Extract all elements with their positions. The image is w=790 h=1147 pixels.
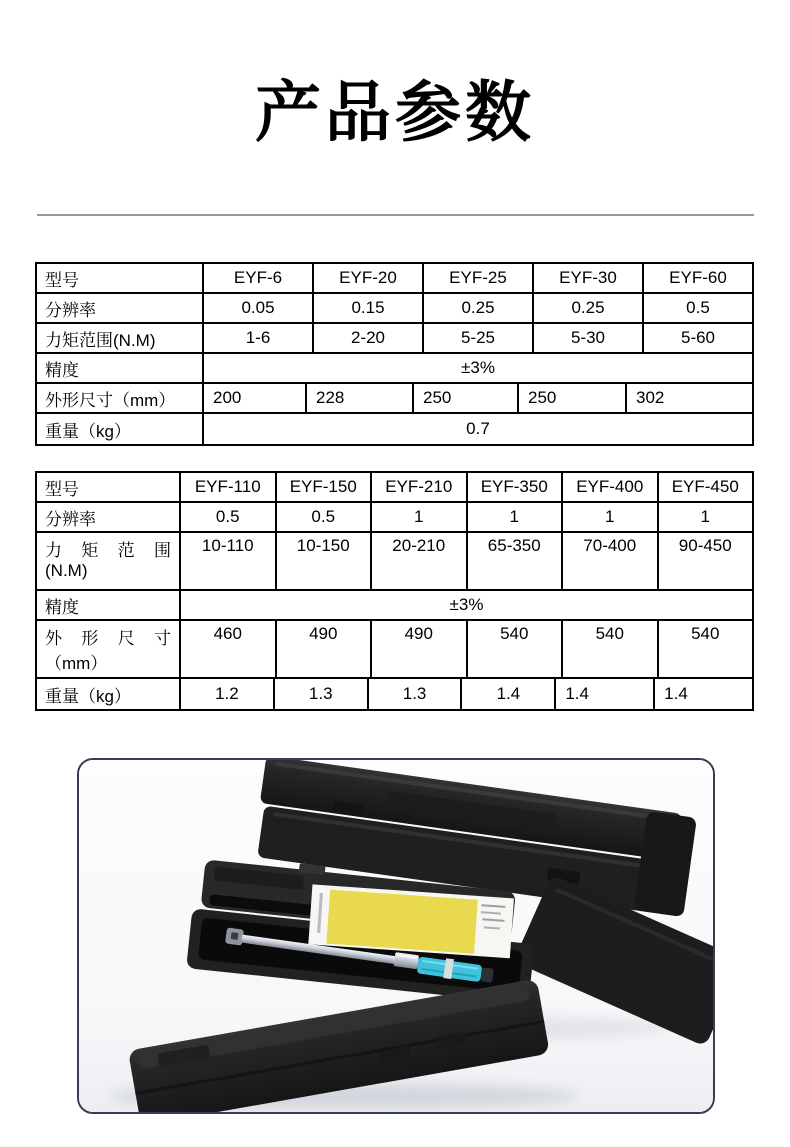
dimensions-cell: 250 [412, 384, 517, 412]
model-cell: EYF-20 [312, 264, 422, 292]
torque-range-cell: 5-30 [532, 324, 642, 352]
weight-cell: 1.3 [367, 679, 461, 709]
torque-range-label [37, 533, 179, 589]
model-cell: EYF-25 [422, 264, 532, 292]
model-label: 型号 [45, 270, 79, 290]
dimensions-cell: 540 [561, 621, 657, 677]
model-cell: EYF-450 [657, 473, 753, 501]
torque-range-cell: 5-60 [642, 324, 752, 352]
weight-cell: 1.4 [460, 679, 554, 709]
page-title: 产品参数 [255, 75, 535, 149]
resolution-label: 分辨率 [45, 509, 96, 529]
torque-range-cell: 65-350 [466, 533, 562, 589]
accuracy-label: 精度 [45, 597, 79, 617]
dimensions-cell: 228 [305, 384, 412, 412]
torque-range-cell: 10-150 [275, 533, 371, 589]
accuracy-merged-cell: ±3% [179, 591, 752, 619]
row-dimensions [37, 382, 752, 412]
resolution-cell: 0.5 [642, 294, 752, 322]
wrench-drive-square [231, 932, 239, 940]
weight-cell: 1.3 [273, 679, 367, 709]
model-label: 型号 [45, 479, 79, 499]
row-model [37, 473, 752, 501]
model-cell: EYF-350 [466, 473, 562, 501]
dimensions-label [37, 621, 179, 677]
accuracy-label: 精度 [45, 360, 79, 380]
row-accuracy [37, 589, 752, 619]
row-resolution [37, 292, 752, 322]
dimensions-cell: 200 [202, 384, 305, 412]
dimensions-label: 外形尺寸（mm） [45, 390, 176, 410]
dimensions-cell: 540 [466, 621, 562, 677]
dimensions-cell: 490 [370, 621, 466, 677]
torque-range-cell: 20-210 [370, 533, 466, 589]
grip-end-cap [480, 967, 494, 983]
spec-table-small-models [35, 262, 754, 446]
torque-range-cell: 2-20 [312, 324, 422, 352]
resolution-cell: 1 [370, 503, 466, 531]
weight-cell: 1.4 [653, 679, 752, 709]
row-resolution [37, 501, 752, 531]
dimensions-label-line2: （mm） [45, 654, 108, 673]
dimensions-cell: 250 [517, 384, 625, 412]
torque-range-cell: 90-450 [657, 533, 753, 589]
torque-range-label-line2: (N.M) [45, 561, 88, 580]
weight-cell: 1.2 [179, 679, 273, 709]
resolution-cell: 1 [657, 503, 753, 531]
weight-cell: 1.4 [554, 679, 653, 709]
row-dimensions [37, 619, 752, 677]
row-torque-range [37, 531, 752, 589]
dimensions-cell: 460 [179, 621, 275, 677]
dimensions-cell: 302 [625, 384, 752, 412]
weight-merged-cell: 0.7 [202, 414, 752, 444]
instruction-card [326, 890, 477, 954]
row-weight [37, 412, 752, 444]
model-cell: EYF-60 [642, 264, 752, 292]
spec-table-large-models [35, 471, 754, 711]
row-weight [37, 677, 752, 709]
resolution-cell: 0.25 [532, 294, 642, 322]
dimensions-cell: 490 [275, 621, 371, 677]
resolution-cell: 0.15 [312, 294, 422, 322]
model-cell: EYF-6 [202, 264, 312, 292]
resolution-cell: 1 [561, 503, 657, 531]
model-cell: EYF-150 [275, 473, 371, 501]
torque-range-label: 力矩范围(N.M) [45, 330, 156, 350]
row-accuracy [37, 352, 752, 382]
resolution-label: 分辨率 [45, 300, 96, 320]
model-cell: EYF-30 [532, 264, 642, 292]
resolution-cell: 0.05 [202, 294, 312, 322]
model-cell: EYF-400 [561, 473, 657, 501]
torque-range-cell: 5-25 [422, 324, 532, 352]
model-cell: EYF-210 [370, 473, 466, 501]
torque-range-cell: 70-400 [561, 533, 657, 589]
torque-range-cell: 10-110 [179, 533, 275, 589]
resolution-cell: 1 [466, 503, 562, 531]
torque-range-label-line1: 力矩范围 [45, 541, 171, 560]
model-cell: EYF-110 [179, 473, 275, 501]
resolution-cell: 0.25 [422, 294, 532, 322]
resolution-cell: 0.5 [275, 503, 371, 531]
divider-line [37, 214, 754, 216]
torque-range-cell: 1-6 [202, 324, 312, 352]
row-model [37, 264, 752, 292]
accuracy-merged-cell: ±3% [202, 354, 752, 382]
weight-label: 重量（kg） [45, 686, 131, 706]
row-torque-range [37, 322, 752, 352]
dimensions-cell: 540 [657, 621, 753, 677]
resolution-cell: 0.5 [179, 503, 275, 531]
product-photo [77, 758, 715, 1114]
product-photo-svg [79, 760, 713, 1112]
weight-label: 重量（kg） [45, 421, 131, 441]
dimensions-label-line1: 外形尺寸 [45, 629, 171, 648]
